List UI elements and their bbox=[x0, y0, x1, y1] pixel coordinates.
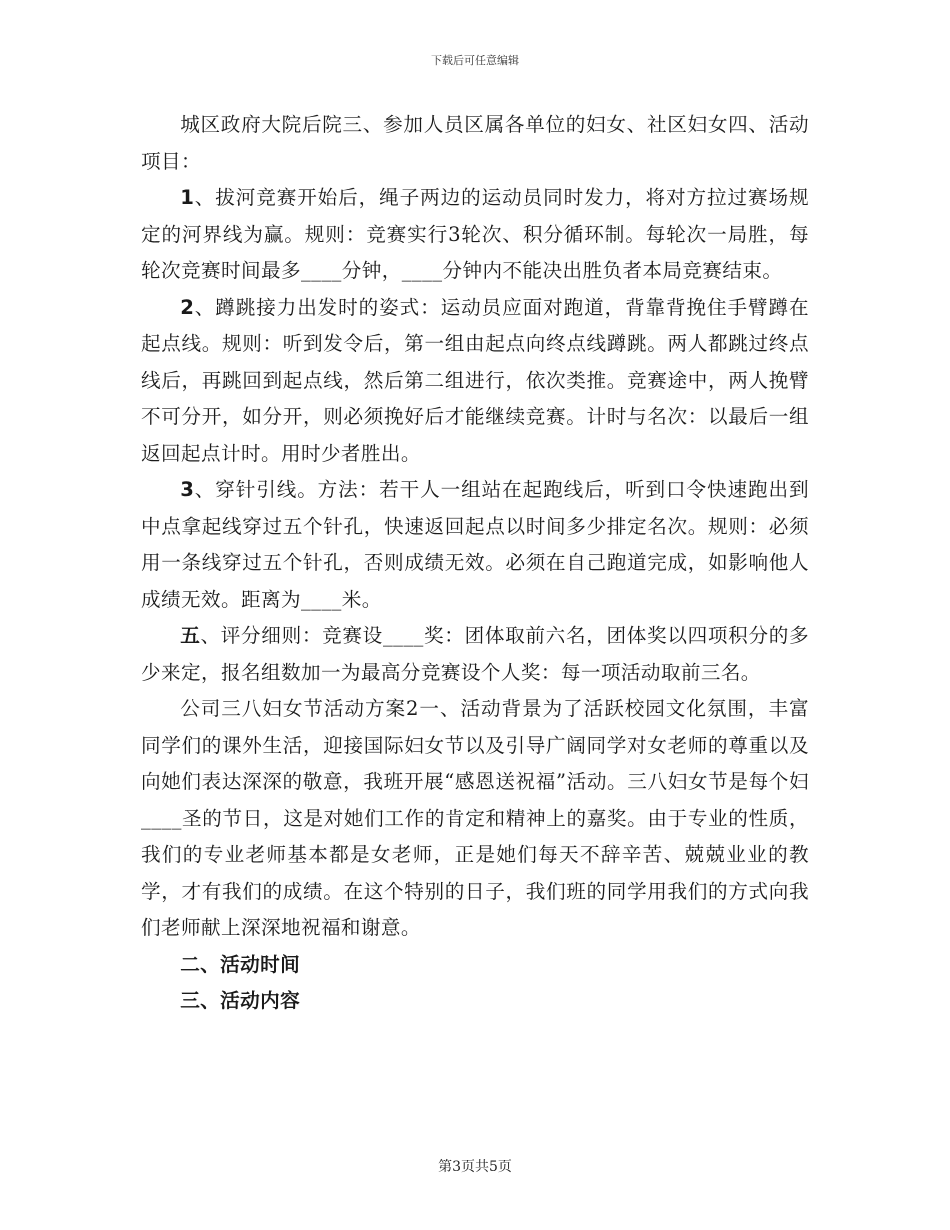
page-header-note: 下载后可任意编辑 bbox=[431, 54, 519, 67]
section-heading-activity-content: 三、活动内容 bbox=[180, 989, 301, 1012]
paragraph-text: 、穿针引线。方法：若干人一组站在起跑线后，听到口令快速跑出到中点拿起线穿过五个针孔，快速返回起点以时间多少排定名次。规则：必须用一条线穿过五个针孔，否则成绩无效。必须在自己跑道完成，如影响他人成绩无效。距离为____米。 bbox=[141, 478, 809, 611]
paragraph-squat-jump-relay bbox=[141, 290, 809, 473]
paragraph-text: 、蹲跳接力出发时的姿式：运动员应面对跑道，背靠背挽住手臂蹲在起点线。规则：听到发令后，第一组由起点向终点线蹲跳。两人都跳过终点线后，再跳回到起点线，然后第二组进行，依次类推。竞赛途中，两人挽臂不可分开，如分开，则必须挽好后才能继续竞赛。计时与名次：以最后一组返回起点计时。用时少者胜出。 bbox=[141, 295, 809, 465]
item-number: 3 bbox=[180, 478, 195, 501]
paragraph-threading-needle bbox=[141, 472, 809, 618]
paragraph-venue-participants: 城区政府大院后院三、参加人员区属各单位的妇女、社区妇女四、活动项目： bbox=[141, 113, 809, 173]
section-heading-activity-time: 二、活动时间 bbox=[180, 952, 301, 976]
paragraph-activity-plan-2: 公司三八妇女节活动方案2一、活动背景为了活跃校园文化氛围，丰富同学们的课外生活，迎接国际妇女节以及引导广阔同学对女老师的尊重以及向她们表达深深的敬意，我班开展“感恩送祝福”活动。三八妇女节是每个妇____圣的节日，这是对她们工作的肯定和精神上的嘉奖。由于专业的性质，我们的专业老师基本都是女老师，正是她们每天不辞辛苦、兢兢业业的教学，才有我们的成绩。在这个特别的日子，我们班的同学用我们的方式向我们老师献上深深地祝福和谢意。 bbox=[141, 697, 809, 939]
section-number: 五 bbox=[180, 624, 201, 647]
paragraph-text: 、评分细则：竞赛设____奖：团体取前六名，团体奖以四项积分的多少来定，报名组数加一为最高分竞赛设个人奖：每一项活动取前三名。 bbox=[141, 624, 809, 684]
item-number: 1 bbox=[180, 186, 195, 209]
item-number: 2 bbox=[180, 295, 195, 319]
page-number: 第3页共5页 bbox=[438, 1159, 512, 1175]
paragraph-text: 、拔河竞赛开始后，绳子两边的运动员同时发力，将对方拉过赛场规定的河界线为赢。规则：竞赛实行3轮次、积分循环制。每轮次一局胜，每轮次竞赛时间最多____分钟，____分钟内不能决出胜负者本局竞赛结束。 bbox=[141, 186, 809, 282]
document-body bbox=[141, 107, 809, 1020]
paragraph-tug-of-war bbox=[141, 180, 809, 290]
paragraph-scoring-rules bbox=[141, 618, 809, 691]
